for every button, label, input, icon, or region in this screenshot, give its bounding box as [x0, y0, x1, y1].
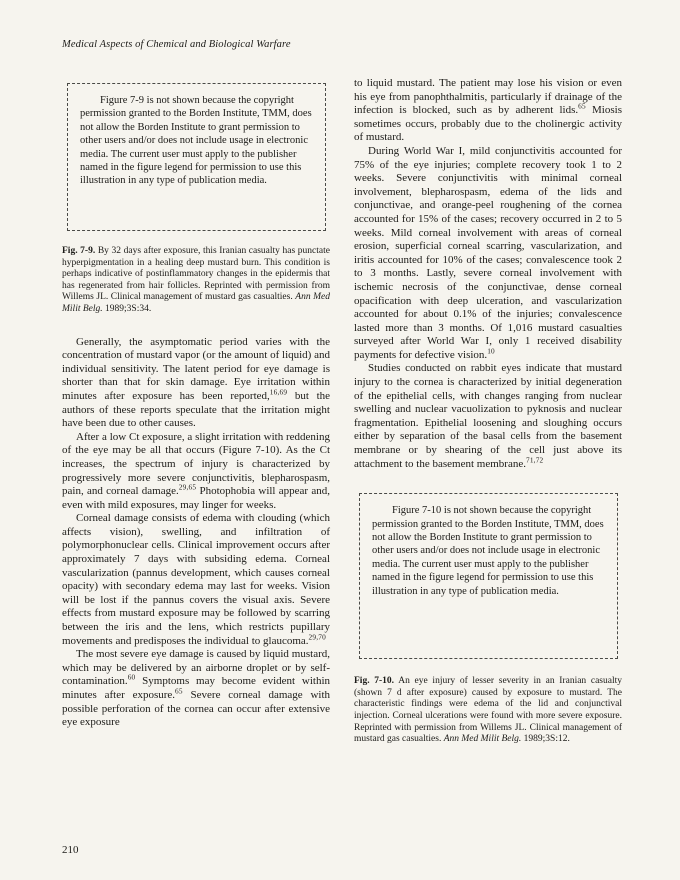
left-column [62, 77, 330, 746]
right-column-body [354, 77, 622, 471]
page-number: 210 [62, 844, 79, 856]
figure-7-10-placeholder-text: Figure 7-10 is not shown because the copyright permission granted to the Borden Institute, TMM, does not allow the Borden Institute to grant permission to other users and/or does not include usage in electronic media. The current user must apply to the publisher named in the figure legend for permission to use this illustration in any type of publication media. [372, 505, 604, 597]
caption-label: Fig. 7-10. [354, 676, 395, 687]
right-column [354, 77, 622, 746]
reference-superscript: 29,70 [308, 631, 326, 641]
body-paragraph: The most severe eye damage is caused by liquid mustard, which may be delivered by an airborne droplet or by self-contamination.$^{60}$ Symptoms may become evident within minutes after exposure.$^{65}$ Severe corneal damage with possible perforation of the cornea can occur after extensive eye exposure [62, 648, 331, 729]
figure-7-10-placeholder-box [359, 493, 618, 659]
figure-7-9-placeholder-text: Figure 7-9 is not shown because the copyright permission granted to the Borden Institute, TMM, does not allow the Borden Institute to grant permission to other users and/or does not include usage in electronic media. The current user must apply to the publisher named in the figure legend for permission to use this illustration in any type of publication media. [80, 95, 312, 187]
italic-text: Ann Med Milit Belg. [443, 734, 522, 745]
body-paragraph: Corneal damage consists of edema with clouding (which affects vision), swelling, and infiltration of polymorphonuclear cells. Clinical improvement occurs after approximately 7 days with subsiding edema. Corneal vascularization (pannus development, which causes corneal opacity) with secondary edema may last for weeks. Vision will be lost if the pannus covers the visual axis. Severe effects from mustard exposure may be followed by scarring between the iris and the lens, which restricts pupillary movements and predisposes the individual to glaucoma.$^{29,70}$ [62, 512, 330, 647]
body-paragraph: Generally, the asymptomatic period varies with the concentration of mustard vapor (or the amount of liquid) and individual sensitivity. The latent period for eye damage is shorter than that for skin damage. Eye irritation within minutes after exposure has been reported,$^{16,69}$ but the authors of these reports speculate that the irritation might have been due to other causes. [62, 335, 331, 430]
figure-7-10-caption: Fig. 7-10. An eye injury of lesser severity in an Iranian casualty (shown 7 d after exposure) caused by exposure to mustard. The characteristic findings were edema of the lid and conjunctival injection. Corneal ulcerations were found with more severe exposure. Reprinted with permission from Willems JL. Clinical management of mustard gas casualties. Ann Med Milit Belg. 1989;3S:12. [354, 676, 622, 745]
reference-superscript: 65 [578, 101, 586, 111]
italic-text: Ann Med Milit Belg. [62, 292, 331, 314]
body-paragraph: to liquid mustard. The patient may lose his vision or even his eye from panophthalmitis, particularly if drainage of the infection is blocked, such as by adherent lids.$^{65}$ Miosis sometimes occurs, probably due to the cholinergic activity of mustard. [354, 77, 622, 144]
reference-superscript: 29,65 [178, 482, 197, 492]
figure-7-9-placeholder-box [67, 83, 326, 231]
reference-superscript: 71,72 [525, 454, 544, 464]
body-paragraph: Studies conducted on rabbit eyes indicate that mustard injury to the cornea is characterized by initial degeneration of the epithelial cells, with changes ranging from nuclear swelling and nuclear vacuolization to pyknosis and nuclear fragmentation. Epithelial loosening and sloughing occurs either by separation of the basal cells from the basement membrane or by shearing of the cell just above its attachment to the basement membrane.$^{71,72}$ [354, 362, 622, 470]
left-column-body [62, 336, 330, 730]
body-paragraph: After a low Ct exposure, a slight irritation with reddening of the eye may be all that occurs (Figure 7-10). As the Ct increases, the spectrum of injury is characterized by progressively more severe conjunctivitis, blepharospasm, pain, and corneal damage.$^{29,65}$ Photophobia will appear and, even with mild exposures, may linger for weeks. [62, 430, 331, 511]
reference-superscript: 65 [175, 686, 183, 696]
two-column-layout [62, 77, 622, 746]
reference-superscript: 16,69 [269, 387, 288, 397]
body-paragraph: During World War I, mild conjunctivitis accounted for 75% of the eye injuries; complete recovery took 1 to 2 weeks. Severe conjunctivitis with minimal corneal involvement, blepharospasm, edema of the lids and conjunctivae, and orange-peel roughening of the cornea accounted for 15% of the cases; recovery occurred in 2 to 5 weeks. Mild corneal involvement with areas of corneal erosion, superficial corneal scarring, vascularization, and iritis accounted for 10% of the cases; convalescence took 2 to 3 months. Lastly, severe corneal involvement with ischemic necrosis of the conjunctivae, dense corneal opacification with deep ulceration, and vascularization accounted for about 0.1% of the injuries; convalescence lasted more than 3 months. Of 1,016 mustard casualties surveyed after World War I, only 1 received disability payments for defective vision.$^{10}$ [354, 144, 622, 361]
figure-7-9-caption: Fig. 7-9. By 32 days after exposure, this Iranian casualty has punctate hyperpigmentation in a healing deep mustard burn. This condition is perhaps indicative of postinflammatory changes in the epidermis that has regenerated from hair follicles. Reprinted with permission from Willems JL. Clinical management of mustard gas casualties. Ann Med Milit Belg. 1989;3S:34. [62, 246, 331, 314]
running-head: Medical Aspects of Chemical and Biological Warfare [62, 39, 291, 50]
reference-superscript: 60 [127, 672, 136, 682]
caption-label: Fig. 7-9. [62, 246, 96, 256]
reference-superscript: 10 [487, 346, 495, 356]
